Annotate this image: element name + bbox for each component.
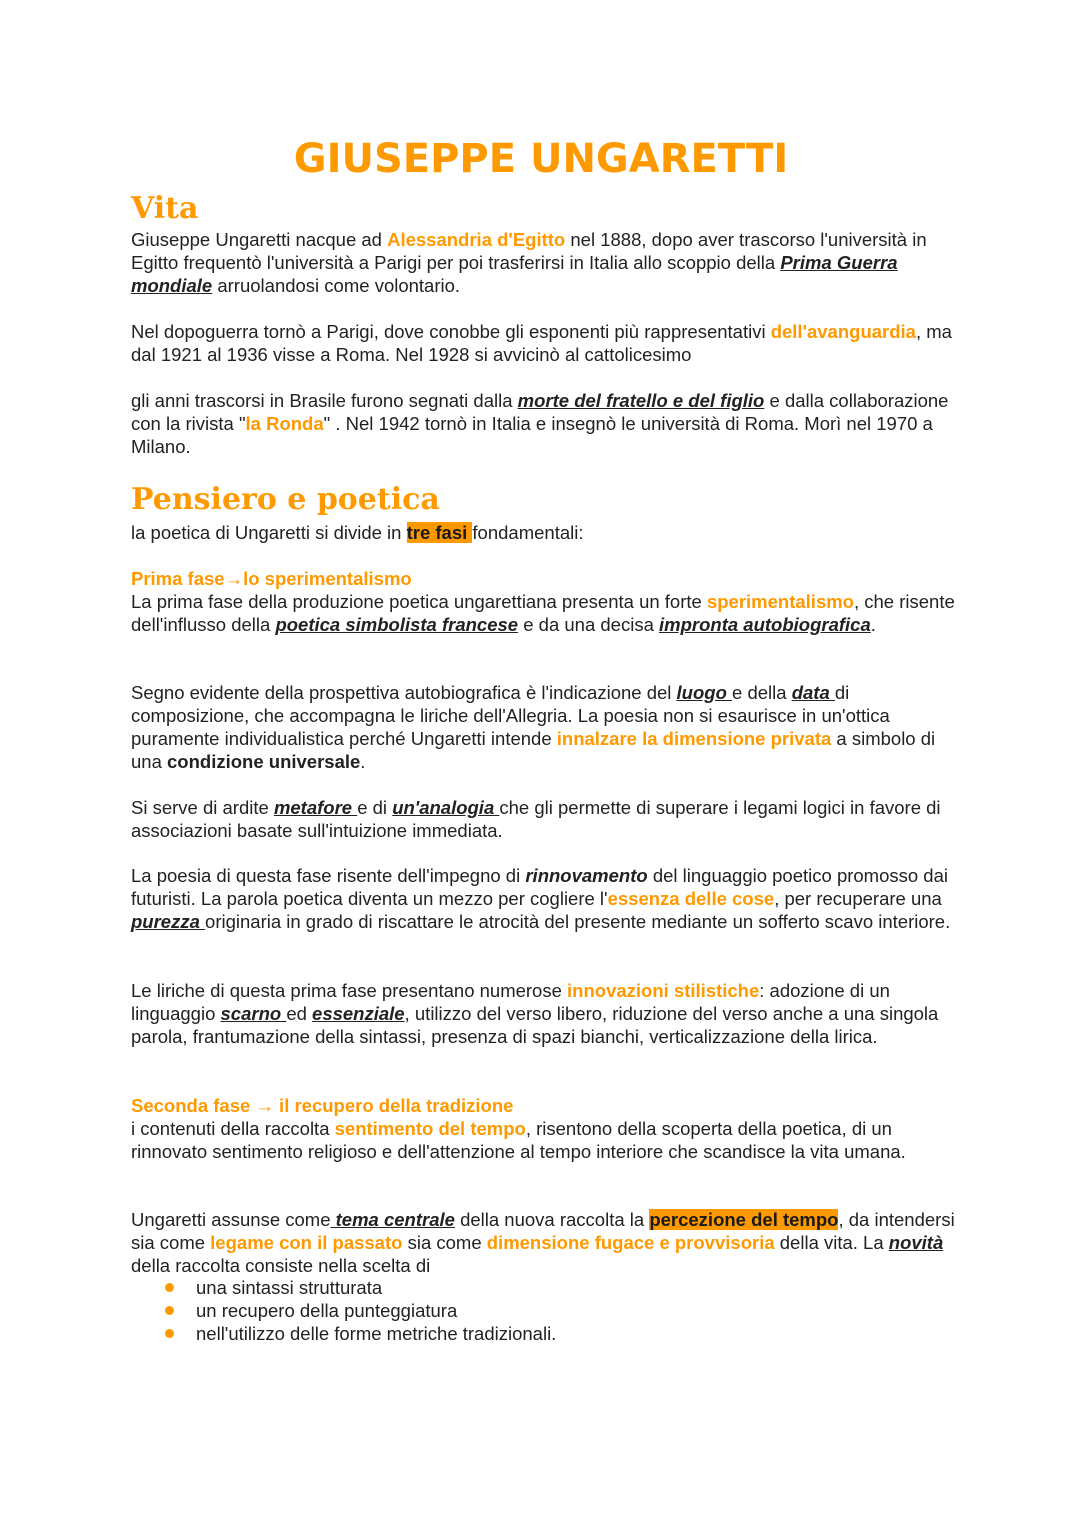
highlight-alessandria: Alessandria d'Egitto (387, 229, 566, 250)
list-item: una sintassi strutturata (165, 1276, 556, 1299)
page-title: GIUSEPPE UNGARETTI (293, 136, 789, 182)
fase2-paragraph-2: Ungaretti assunse come tema centrale della nuova raccolta la percezione del tempo, da intendersi sia come legame con il passato sia come dimensione fugace e provvisoria della vita. La novità della raccolta consiste nella scelta di (131, 1209, 955, 1276)
fase2-paragraph-1: i contenuti della raccolta sentimento del tempo, risentono della scoperta della poetica, di un rinnovato sentimento religioso e dell'attenzione al tempo interiore che scandisce la vita umana. (131, 1118, 906, 1162)
subheading-prima-fase: Prima fase→lo sperimentalismo (131, 568, 412, 589)
fase1-paragraph-3: Si serve di ardite metafore e di un'analogia che gli permette di superare i legami logici in favore di associazioni basate sull'intuizione immediata. (131, 797, 941, 841)
fase1-paragraph-4: La poesia di questa fase risente dell'impegno di rinnovamento del linguaggio poetico promosso dai futuristi. La parola poetica diventa un mezzo per cogliere l'essenza delle cose, per recuperare una purezza originaria in grado di riscattare le atrocità del presente mediante un sofferto scavo interiore. (131, 865, 951, 932)
fase1-paragraph-5: Le liriche di questa prima fase presentano numerose innovazioni stilistiche: adozione di un linguaggio scarno ed essenziale, utilizzo del verso libero, riduzione del verso anche a una singola parola, frantumazione della sintassi, presenza di spazi bianchi, verticalizzazione della lirica. (131, 980, 939, 1047)
bullet-list (165, 1276, 556, 1345)
vita-paragraph-2: Nel dopoguerra tornò a Parigi, dove conobbe gli esponenti più rappresentativi dell'avanguardia, ma dal 1921 al 1936 visse a Roma. Nel 1928 si avvicinò al cattolicesimo (131, 321, 952, 365)
list-item: nell'utilizzo delle forme metriche tradizionali. (165, 1322, 556, 1345)
pensiero-intro: la poetica di Ungaretti si divide in tre fasi fondamentali: (131, 522, 584, 543)
emphasis-prima-guerra: Prima Guerra mondiale (131, 252, 898, 296)
vita-paragraph-3: gli anni trascorsi in Brasile furono segnati dalla morte del fratello e del figlio e dalla collaborazione con la rivista "la Ronda" . Nel 1942 tornò in Italia e insegnò le università di Roma. Morì nel 1970 a Milano. (131, 390, 949, 457)
highlight-tre-fasi: tre fasi (406, 522, 473, 543)
bullet-dot-icon (165, 1329, 174, 1338)
list-item: un recupero della punteggiatura (165, 1299, 556, 1322)
section-heading-vita: Vita (131, 191, 199, 226)
fase1-paragraph-2: Segno evidente della prospettiva autobiografica è l'indicazione del luogo e della data di composizione, che accompagna le liriche dell'Allegria. La poesia non si esaurisce in un'ottica puramente individualistica perché Ungaretti intende innalzare la dimensione privata a simbolo di una condizione universale. (131, 682, 936, 772)
vita-paragraph-1: Giuseppe Ungaretti nacque ad Alessandria d'Egitto nel 1888, dopo aver trascorso l'università in Egitto frequentò l'università a Parigi per poi trasferirsi in Italia allo scoppio della Prima Guerra mondiale arruolandosi come volontario. (131, 229, 927, 296)
highlight-la-ronda: la Ronda (245, 413, 324, 434)
bullet-dot-icon (165, 1283, 174, 1292)
subheading-seconda-fase: Seconda fase → il recupero della tradizione (131, 1095, 514, 1116)
bullet-dot-icon (165, 1306, 174, 1315)
emphasis-morte: morte del fratello e del figlio (517, 390, 765, 411)
section-heading-pensiero: Pensiero e poetica (131, 482, 440, 517)
highlight-avanguardia: dell'avanguardia (770, 321, 916, 342)
fase1-paragraph-1: La prima fase della produzione poetica ungarettiana presenta un forte sperimentalismo, che risente dell'influsso della poetica simbolista francese e da una decisa impronta autobiografica. (131, 591, 955, 635)
